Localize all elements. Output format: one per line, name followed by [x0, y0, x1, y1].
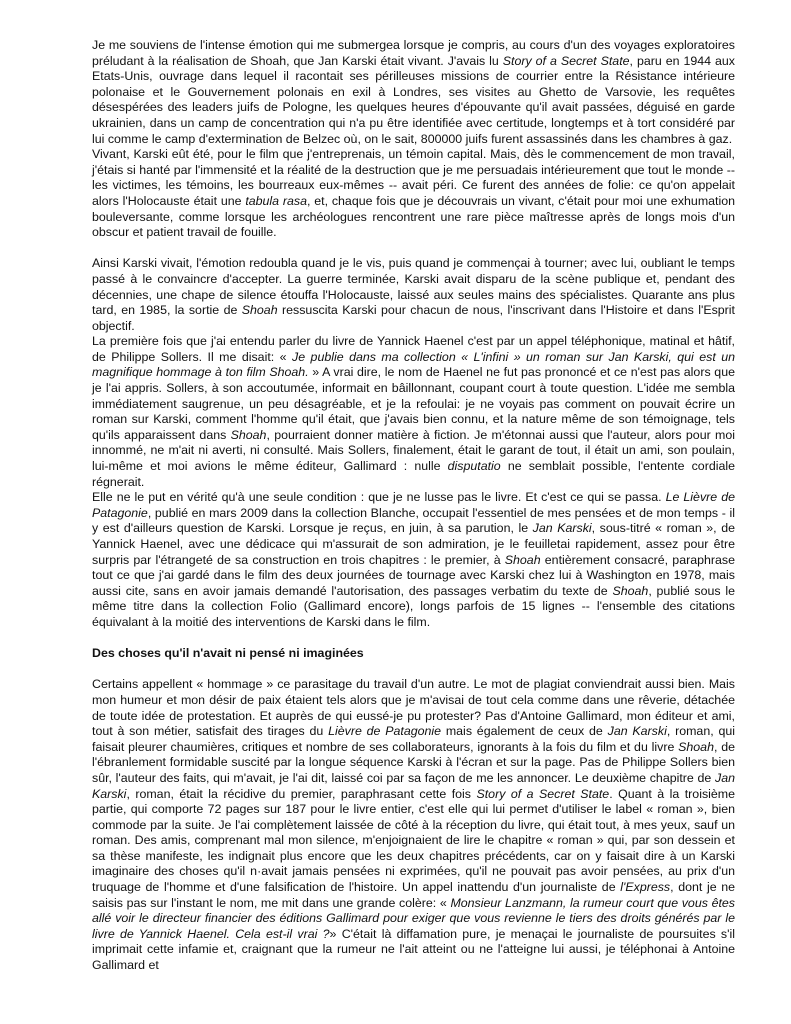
paragraph: [92, 38, 735, 147]
italic-text: disputatio: [447, 459, 501, 474]
text-run: ne semblait possible, l'entente cordiale régnerait.: [92, 459, 735, 489]
italic-text: Shoah: [612, 583, 649, 598]
text-run: Des choses qu'il n'avait ni pensé ni imaginées: [92, 646, 364, 661]
italic-text: Jan Karski: [607, 724, 667, 739]
text-run: , sous-titré « roman », de Yannick Haenel, avec une dédicace qui m'assurait de son admiration, je le feuilletai rapidement, assez pour être surpris par l'étrangeté de sa construction en trois chapitres : le premier, à: [92, 521, 735, 567]
italic-text: Story of a Secret State: [476, 786, 610, 801]
text-run: Ainsi Karski vivait, l'émotion redoubla quand je le vis, puis quand je commençai à tourner; avec lui, oubliant le temps passé à le convaincre d'accepter. La guerre terminée, Karski avait disparu de la scène publique et, pendant des décennies, une chape de silence étouffa l'Holocauste, laissé aux seules mains des spécialistes. Quarante ans plus tard, en 1985, la sortie de: [92, 256, 735, 318]
text-run: , et, chaque fois que je découvrais un vivant, c'était pour moi une exhumation bouleversante, comme lorsque les archéologues rencontrent une rare pièce maîtresse après de longs mois d'un obscur et patient travail de fouille.: [92, 193, 736, 240]
text-run: mais également de ceux de: [441, 724, 608, 739]
italic-text: Shoah: [241, 303, 278, 318]
italic-text: tabula rasa: [245, 193, 307, 208]
italic-text: Monsieur Lanzmann, la rumeur court que vous êtes allé voir le directeur financier des éditions Gallimard pour exiger que vous revienne le tiers des droits générés par le livre de Yannick Haenel. Cela est-il vrai ?: [92, 895, 735, 941]
paragraph-gap: [92, 241, 735, 257]
italic-text: Lièvre de Patagonie: [328, 724, 442, 739]
text-run: » A vrai dire, le nom de Haenel ne fut pas prononcé et ce n'est pas alors que je l'ai appris. Sollers, à son accoutumée, informait en bâillonnant, coupant court à toute question. L'idée me sembla immédiatement saugrenue, un peu désagréable, et je la refoulai: je ne voyais pas comment on pouvait écrire un roman sur Karski, comment l'homme qu'il était, que j'avais bien connu, et la nature même de son témoignage, tels qu'ils apparaissent dans: [92, 365, 735, 442]
italic-text: Jan Karski: [92, 770, 735, 801]
text-run: , roman, était la récidive du premier, paraphrasant cette fois: [126, 786, 477, 801]
section-heading: [92, 646, 735, 662]
paragraph: [92, 256, 735, 334]
paragraph-gap: [92, 662, 735, 678]
italic-text: Shoah: [504, 552, 541, 567]
text-run: , roman, qui faisait pleurer chaumières, critiques et nombre de ses collaborateurs, ignorants à la fois du film et du livre: [92, 724, 735, 754]
text-run: Je me souviens de l'intense émotion qui me submergea lorsque je compris, au cours d'un des voyages exploratoires préludant à la réalisation de Shoah, que Jan Karski était vivant. J'avais lu: [92, 38, 735, 68]
paragraph: [92, 147, 735, 241]
italic-text: Le Lièvre de Patagonie: [92, 490, 735, 520]
text-run: entièrement consacré, paraphrase tout ce que j'ai gardé dans le film des deux journées de tournage avec Karski chez lui à Washington en 1978, mais aussi cite, sans en avoir jamais demandé l'autorisation, des passages verbatim du texte de: [92, 552, 735, 598]
text-run: , pourraient donner matière à fiction. Je m'étonnai aussi que l'auteur, alors pour moi innommé, ne m'ait ni averti, ni consulté. Mais Sollers, finalement, était le garant de tout, il était un ami, son poulain, lui-même et moi avions le même éditeur, Gallimard : nulle: [92, 427, 735, 474]
paragraph-gap: [92, 631, 735, 647]
italic-text: l'Express: [620, 880, 671, 895]
italic-text: Story of a Secret State: [502, 53, 630, 68]
text-run: , de l'ébranlement formidable suscité par la longue séquence Karski à l'écran et sur la page. Pas de Philippe Sollers bien sûr, l'auteur des faits, qui m'avait, je l'ai dit, laissé coi par sa façon de me les annoncer. Le deuxième chapitre de: [92, 739, 735, 785]
text-run: Elle ne le put en vérité qu'à une seule condition : que je ne lusse pas le livre. Et c'est ce qui se passa.: [92, 490, 666, 505]
text-run: Certains appellent « hommage » ce parasitage du travail d'un autre. Le mot de plagiat conviendrait aussi bien. Mais mon humeur et mon désir de paix étaient tels alors que je m'avisai de tout cela comme dans une rêverie, détachée de toute idée de protestation. Et auprès de qui eussé-je pu protester? Pas d'Antoine Gallimard, mon éditeur et ami, tout à son métier, satisfait des tirages du: [92, 677, 735, 739]
text-run: , paru en 1944 aux Etats-Unis, ouvrage dans lequel il racontait ses périlleuses missions de courrier entre la Résistance intérieure polonaise et le Gouvernement polonais en exil à Londres, ses visites au Ghetto de Varsovie, les requêtes désespérées des leaders juifs de Pologne, les quelques heures d'épouvante qu'il avait passées, déguisé en garde ukrainien, dans un camp de concentration qui n'a pu être identifiée avec certitude, longtemps et à tort considéré par lui comme le camp d'extermination de Belzec où, on le sait, 800000 juifs furent assassinés dans les chambres à gaz.: [92, 53, 735, 146]
italic-text: Je publie dans ma collection « L'infini » un roman sur Jan Karski, qui est un magnifique hommage à ton film Shoah.: [92, 349, 735, 380]
text-run: . Quant à la troisième partie, qui comporte 72 pages sur 187 pour le livre entier, c'est elle qui lui permet d'utiliser le label « roman », bien commode par la suite. Je l'ai complètement laissée de côté à la réception du livre, qui était tout, à mes yeux, sauf un roman. Des amis, comprenant mal mon silence, m'enjoignaient de lire le chapitre « roman » qui, par son dessein et sa thèse manifeste, les indignait plus encore que les deux chapitres précédents, car on y faisait dire à un Karski imaginaire des choses qu'il n·avait jamais pensées ni exprimées, qu'il ne pouvait pas avoir pensées, au prix d'un truquage de l'homme et d'une falsification de l'histoire. Un appel inattendu d'un journaliste de: [92, 786, 736, 895]
text-run: , publié sous le même titre dans la collection Folio (Gallimard encore), longs parfois de 15 lignes -- l'ensemble des citations équivalant à la moitié des interventions de Karski dans le film.: [92, 583, 735, 629]
paragraph: [92, 677, 735, 973]
text-run: , dont je ne saisis pas sur l'instant le nom, me mit dans une grande colère: «: [92, 880, 735, 910]
text-run: , publié en mars 2009 dans la collection Blanche, occupait l'essentiel de mes pensées et de mon temps - il y est d'ailleurs question de Karski. Lorsque je reçus, en juin, à sa parution, le: [92, 505, 735, 536]
italic-text: Shoah: [678, 739, 714, 754]
text-run: » C'était là diffamation pure, je menaçai le journaliste de poursuites s'il imprimait cette infamie et, craignant que la rumeur ne l'ait atteint ou ne l'atteigne lui aussi, je téléphonai à Antoine Gallimard et: [92, 926, 735, 973]
text-run: Vivant, Karski eût été, pour le film que j'entreprenais, un témoin capital. Mais, dès le commencement de mon travail, j'étais si hanté par l'immensité et la réalité de la destruction que je me persuadais intérieurement que tout le monde -- les victimes, les témoins, les bourreaux eux-mêmes -- avait péri. Ce furent des années de folie: ce qu'on appelait alors l'Holocauste était une: [92, 147, 735, 208]
paragraph: [92, 490, 735, 630]
text-run: ressuscita Karski pour chacun de nous, l'inscrivant dans l'Histoire et dans l'Esprit objectif.: [92, 303, 735, 333]
paragraph: [92, 334, 735, 490]
italic-text: Jan Karski: [532, 521, 592, 536]
italic-text: Shoah: [230, 427, 267, 442]
text-run: La première fois que j'ai entendu parler du livre de Yannick Haenel c'est par un appel téléphonique, matinal et hâtif, de Philippe Sollers. Il me disait: «: [92, 334, 735, 364]
